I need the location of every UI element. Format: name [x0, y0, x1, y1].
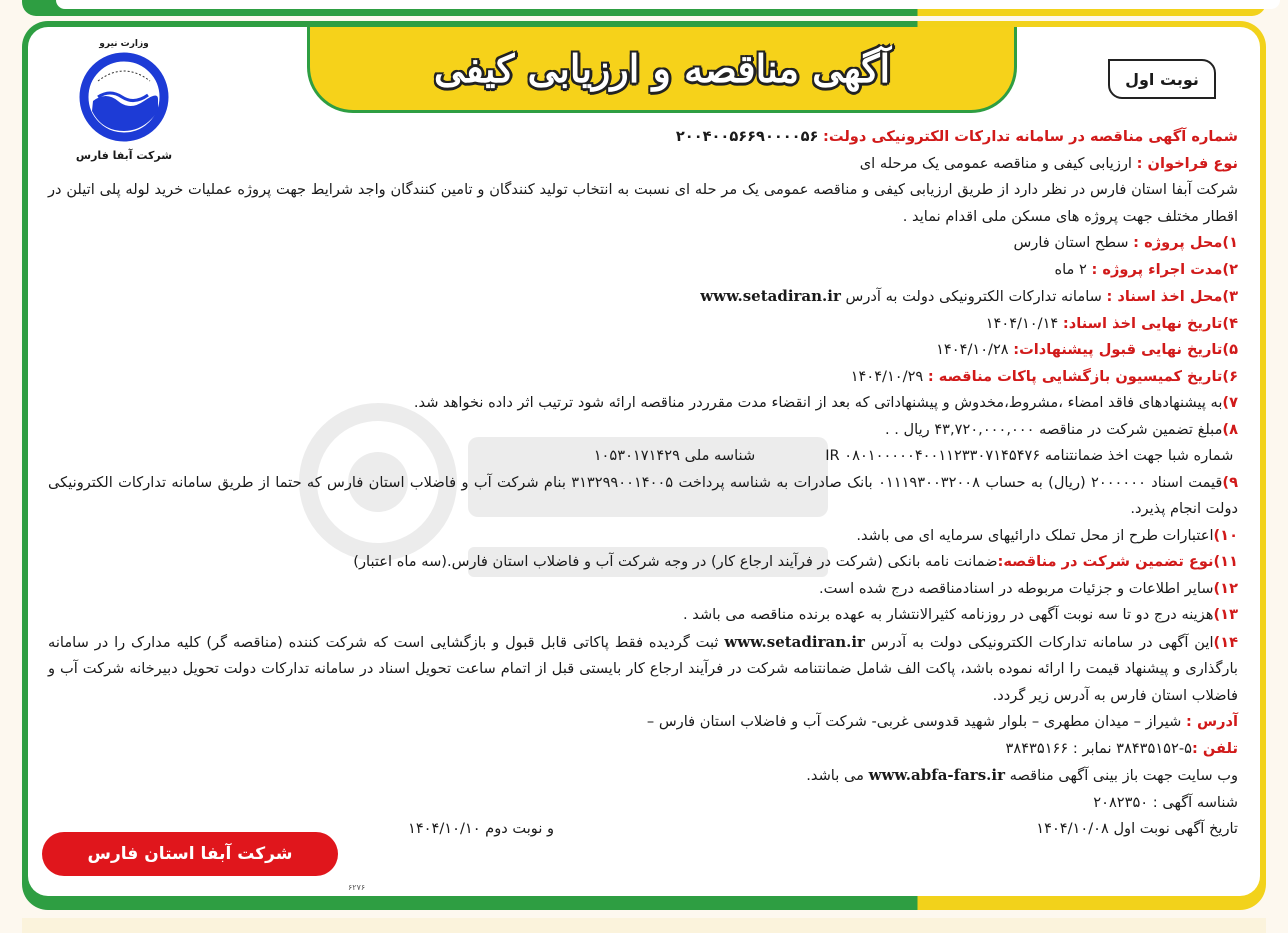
setadiran-link-2[interactable]: www.setadiran.ir — [724, 632, 865, 651]
notice-number-line: شماره آگهی مناقصه در سامانه تدارکات الکترونیکی دولت: ۲۰۰۴۰۰۵۶۶۹۰۰۰۰۵۶ — [675, 128, 1238, 145]
item-10: ۱۰)اعتبارات طرح از محل تملک دارائیهای سرمایه ای می باشد. — [856, 526, 1238, 544]
item-4: ۴)تاریخ نهایی اخذ اسناد: ۱۴۰۴/۱۰/۱۴ — [985, 314, 1238, 332]
website-line: وب سایت جهت باز بینی آگهی مناقصه www.abfa-fars.ir می باشد. — [806, 766, 1238, 784]
notice-body — [48, 124, 1238, 843]
item-8: ۸)مبلغ تضمین شرکت در مناقصه ۴۳,۷۲۰,۰۰۰,۰۰۰ ریال . . — [884, 420, 1238, 438]
notice-panel — [28, 27, 1260, 896]
address-line: آدرس : شیراز – میدان مطهری – بلوار شهید قدوسی غربی- شرکت آب و فاضلاب استان فارس – — [646, 713, 1238, 730]
title-banner — [307, 27, 1017, 113]
top-decorative-strip — [22, 0, 1266, 16]
logo-ministry-text: وزارت نیرو — [99, 39, 149, 49]
abfa-website-link[interactable]: www.abfa-fars.ir — [868, 766, 1005, 784]
sheba-line: شماره شبا جهت اخذ ضمانتنامه IR ۰۸۰۱۰۰۰۰۰۴۰۰۱۱۲۳۳۰۷۱۴۵۴۷۶شناسه ملی ۱۰۵۳۰۱۷۱۴۲۹ — [593, 447, 1234, 464]
item-11: ۱۱)نوع تضمین شرکت در مناقصه:ضمانت نامه بانکی (شرکت در فرآیند ارجاع کار) در وجه شرکت آب و فاضلاب استان فارس.(سه ماه اعتبار) — [353, 553, 1238, 570]
page-title: آگهی مناقصه و ارزیابی کیفی — [433, 46, 891, 91]
intro-paragraph: شرکت آبفا استان فارس در نظر دارد از طریق ارزیابی کیفی و مناقصه عمومی یک مر حله ای نسبت به انتخاب تولید کنندگان و تامین کنندگان واجد شرایط جهت پروژه عملیات خرید لوله پلی اتیلن در اقطار مختلف جهت پروژه های مسکن ملی اقدام نماید . — [48, 181, 1238, 225]
item-9: ۹)قیمت اسناد ۲۰۰۰۰۰۰ (ریال) به حساب ۰۱۱۱۹۳۰۰۳۲۰۰۸ بانک صادرات به شناسه پرداخت ۳۱۳۲۹۹۰۰۱۴۰۰۵ بنام شرکت آب و فاضلاب استان فارس که حتما از طریق سامانه تدارکات الکترونیکی دولت انجام پذیرد. — [48, 473, 1238, 517]
first-round-date: تاریخ آگهی نوبت اول ۱۴۰۴/۱۰/۰۸ — [1036, 820, 1238, 837]
item-12: ۱۲)سایر اطلاعات و جزئیات مربوطه در اسنادمناقصه درج شده است. — [818, 579, 1238, 597]
notice-frame — [22, 21, 1266, 910]
footer-code: ۶۲۷۶ — [348, 883, 366, 892]
second-round-date: و نوبت دوم ۱۴۰۴/۱۰/۱۰ — [408, 820, 555, 837]
bottom-strip — [22, 918, 1266, 933]
item-2: ۲)مدت اجراء پروژه : ۲ ماه — [1054, 260, 1238, 278]
item-14: ۱۴)این آگهی در سامانه تدارکات الکترونیکی دولت به آدرس www.setadiran.ir ثبت گردیده فقط پاکاتی قابل قبول و بازگشایی است که شرکت کننده (مناقصه گر) کلیه مدارک را در سامانه بارگذاری و پیشنهاد قیمت را ارائه نموده باشد، پاکت الف شامل ضمانتنامه شرکت در فرآیند ارجاع کار بایستی قبل از اتمام ساعت تحویل اسناد در سامانه تدارکات دولت تحویل دبیرخانه شرکت آب و فاضلاب استان فارس به آدرس زیر گردد. — [48, 632, 1239, 704]
footer-company-badge: شرکت آبفا استان فارس — [42, 832, 338, 876]
call-type-line: نوع فراخوان : ارزیابی کیفی و مناقصه عمومی یک مرحله ای — [859, 154, 1238, 172]
item-3: ۳)محل اخذ اسناد : سامانه تدارکات الکترونیکی دولت به آدرس www.setadiran.ir — [700, 287, 1238, 305]
setadiran-link[interactable]: www.setadiran.ir — [700, 287, 841, 305]
logo-company-name: شرکت آبفا فارس — [75, 149, 173, 162]
item-5: ۵)تاریخ نهایی قبول پیشنهادات: ۱۴۰۴/۱۰/۲۸ — [936, 341, 1238, 358]
ad-id-line: شناسه آگهی : ۲۰۸۲۳۵۰ — [1093, 793, 1238, 811]
phone-line: تلفن :۵-۳۸۴۳۵۱۵۲ نمابر : ۳۸۴۳۵۱۶۶ — [1005, 739, 1238, 757]
item-1: ۱)محل پروژه : سطح استان فارس — [1013, 234, 1238, 251]
item-7: ۷)به پیشنهادهای فاقد امضاء ،مشروط،مخدوش و پیشنهاداتی که بعد از انقضاء مدت مقرردر مناقصه ارائه شود ترتیب اثر داده نخواهد شد. — [413, 394, 1238, 411]
item-13: ۱۳)هزینه درج دو تا سه نوبت آگهی در روزنامه کثیرالانتشار به عهده برنده مناقصه می باشد . — [683, 606, 1238, 623]
round-badge: نوبت اول — [1108, 59, 1216, 99]
item-6: ۶)تاریخ کمیسیون بازگشایی پاکات مناقصه : ۱۴۰۴/۱۰/۲۹ — [850, 367, 1238, 385]
